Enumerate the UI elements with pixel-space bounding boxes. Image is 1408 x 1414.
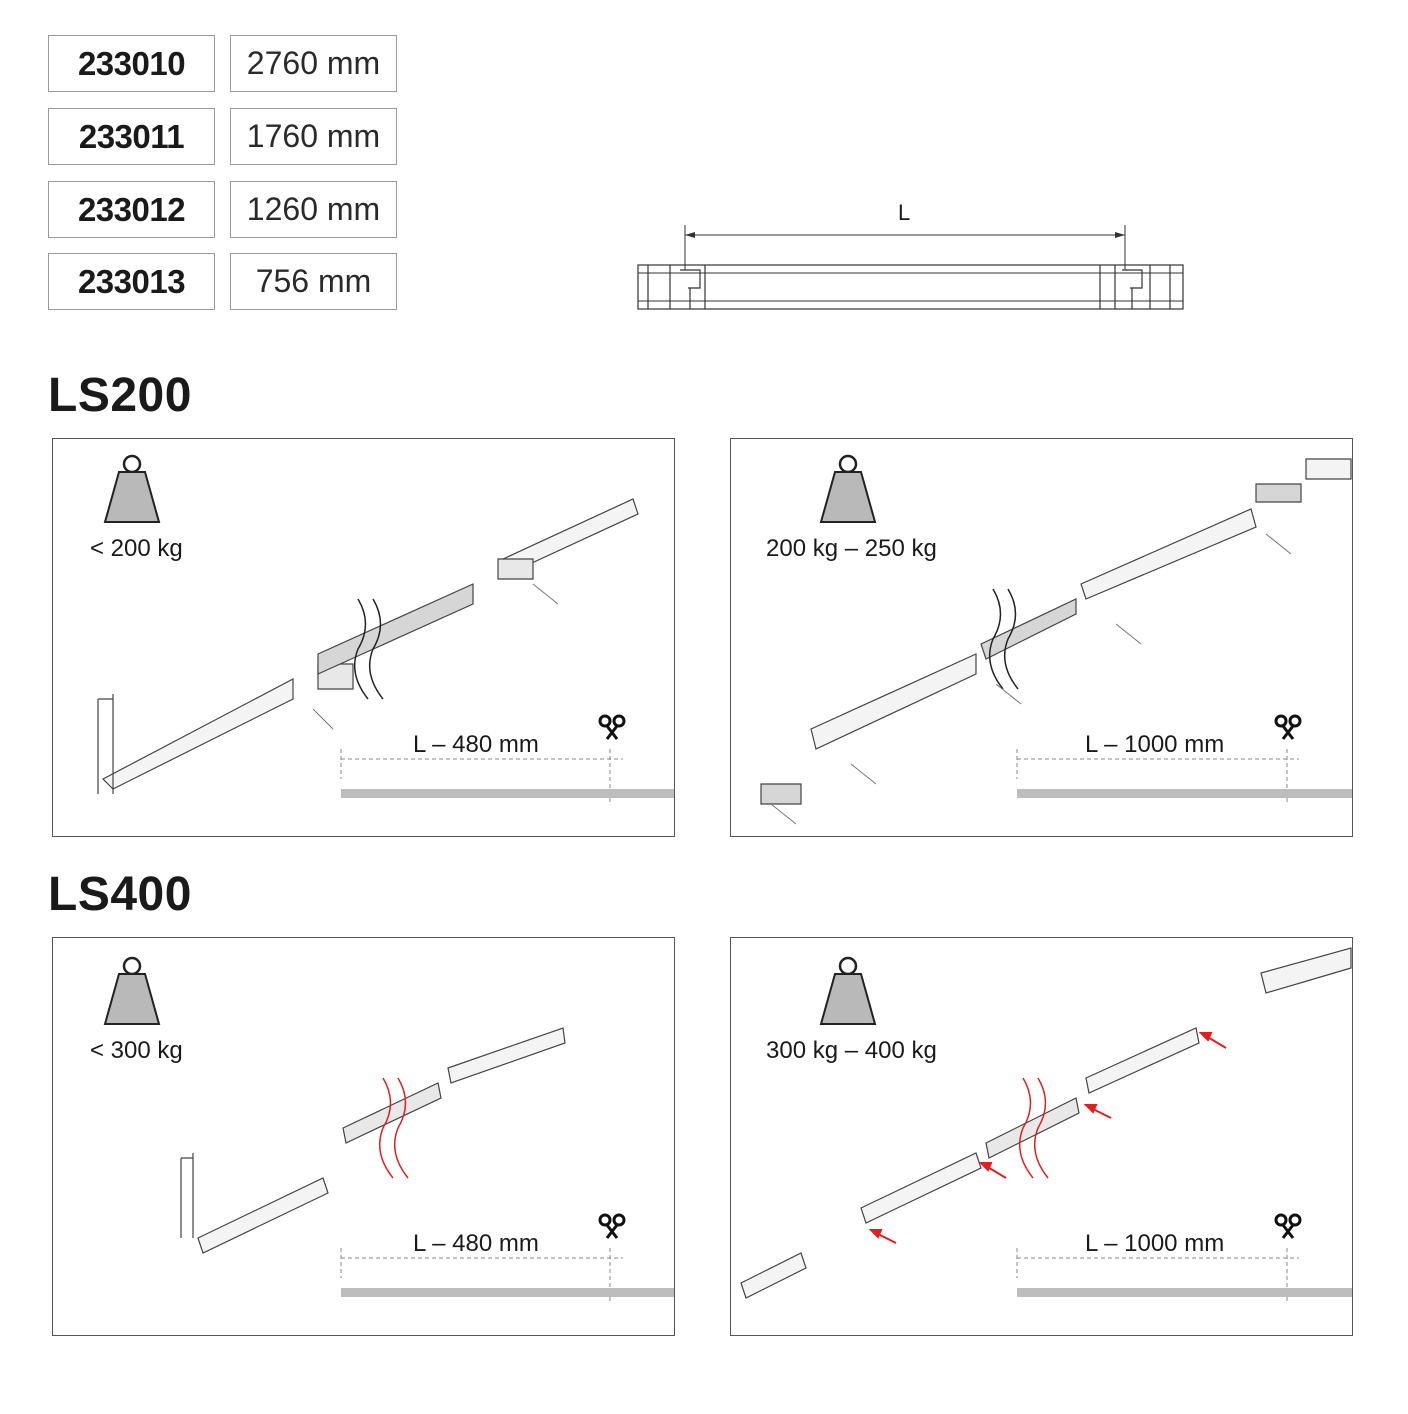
cut-length-label: L – 1000 mm [1085,1230,1225,1257]
install-panel [730,937,1353,1336]
cut-mark [380,1078,393,1178]
track-drawing [181,958,565,1253]
install-panel [52,438,675,837]
section-title: LS400 [48,868,192,921]
product-code: 233011 [48,108,215,165]
dimension-label: L [898,200,911,225]
product-code: 233012 [48,181,215,238]
arrow-icon [771,534,1291,824]
weight-icon [821,456,875,522]
scissors-icon [600,1215,624,1238]
install-panel [730,438,1353,837]
weight-icon [105,958,159,1024]
product-length: 756 mm [230,253,397,310]
cut-length-label: L – 480 mm [413,731,539,758]
product-code: 233010 [48,35,215,92]
scissors-icon [1276,1215,1300,1238]
weight-label: < 300 kg [90,1037,183,1064]
weight-icon [105,456,159,522]
weight-label: 200 kg – 250 kg [766,535,937,562]
product-length: 2760 mm [230,35,397,92]
product-code: 233013 [48,253,215,310]
install-panel [52,937,675,1336]
product-length: 1260 mm [230,181,397,238]
weight-icon [821,958,875,1024]
scissors-icon [600,716,624,739]
weight-label: 300 kg – 400 kg [766,1037,937,1064]
weight-label: < 200 kg [90,535,183,562]
product-length: 1760 mm [230,108,397,165]
section-title: LS200 [48,369,192,422]
cut-length-label: L – 480 mm [413,1230,539,1257]
cut-length-label: L – 1000 mm [1085,731,1225,758]
scissors-icon [1276,716,1300,739]
